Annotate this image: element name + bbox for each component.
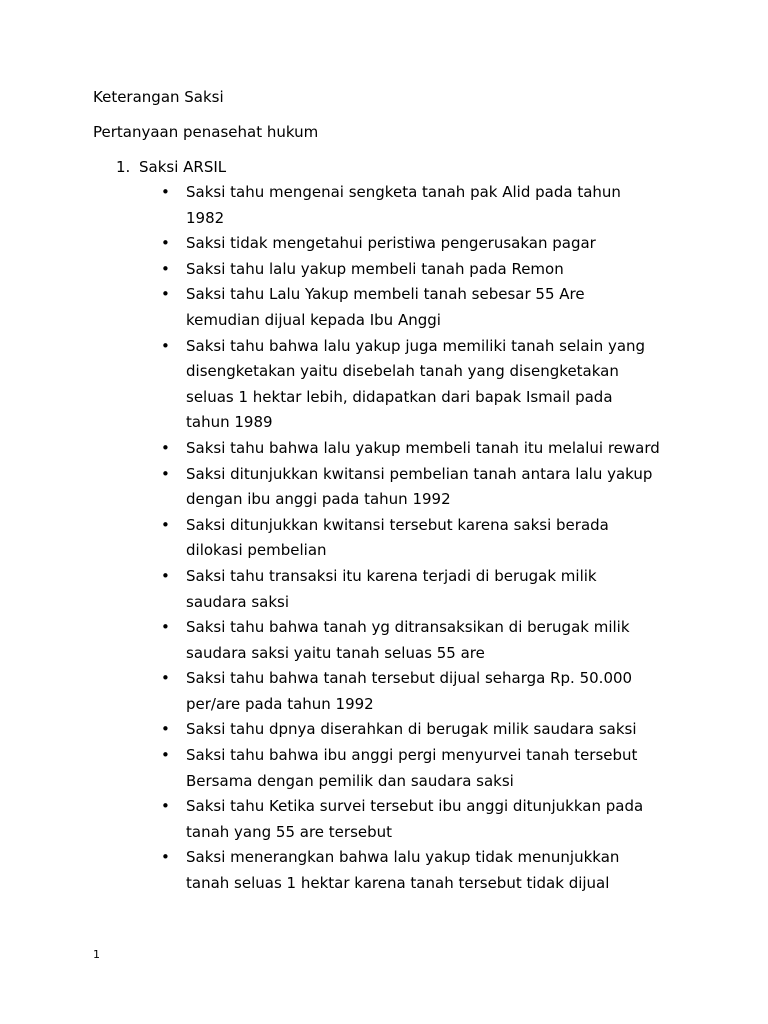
bullet-icon: • (161, 259, 170, 278)
bullet-text: Saksi tahu mengenai sengketa tanah pak Alid pada tahun 1982 (186, 183, 621, 227)
bullet-item (160, 666, 700, 717)
bullet-icon: • (161, 285, 170, 304)
page-number: 1 (93, 948, 100, 961)
bullet-list (160, 180, 700, 897)
bullet-icon: • (161, 515, 170, 534)
list-number: 1. (116, 158, 131, 176)
bullet-text: Saksi tidak mengetahui peristiwa pengerusakan pagar (186, 234, 596, 253)
bullet-text: Saksi tahu dpnya diserahkan di berugak milik saudara saksi (186, 720, 637, 739)
bullet-text: Saksi tahu bahwa tanah tersebut dijual seharga Rp. 50.000 per/are pada tahun 1992 (186, 669, 633, 713)
bullet-item (160, 334, 700, 436)
bullet-text: Saksi tahu transaksi itu karena terjadi di berugak milik saudara saksi (186, 566, 597, 611)
bullet-text: Saksi tahu Ketika survei tersebut ibu anggi ditunjukkan pada tanah yang 55 are tersebut (186, 797, 644, 841)
section-heading: Pertanyaan penasehat hukum (93, 123, 319, 141)
bullet-text: Saksi tahu lalu yakup membeli tanah pada Remon (186, 259, 564, 278)
bullet-text: Saksi tahu Lalu Yakup membeli tanah sebesar 55 Are kemudian dijual kepada Ibu Anggi (186, 285, 585, 329)
bullet-text: Saksi menerangkan bahwa lalu yakup tidak menunjukkan tanah seluas 1 hektar karena tanah tersebut tidak dijual (186, 848, 620, 893)
bullet-item (160, 743, 700, 794)
bullet-icon: • (161, 438, 170, 457)
bullet-icon: • (161, 848, 170, 867)
numbered-list-item (116, 157, 226, 177)
bullet-item (160, 436, 700, 462)
document-title: Keterangan Saksi (93, 88, 224, 106)
bullet-icon: • (161, 336, 170, 355)
bullet-item (160, 794, 700, 845)
bullet-item (160, 615, 700, 666)
list-item-label: Saksi ARSIL (139, 158, 227, 176)
bullet-text: Saksi tahu bahwa ibu anggi pergi menyurvei tanah tersebut Bersama dengan pemilik dan saudara saksi (186, 746, 638, 790)
bullet-item (160, 513, 700, 564)
bullet-item (160, 717, 700, 743)
bullet-item (160, 462, 700, 513)
bullet-icon: • (161, 746, 170, 765)
bullet-icon: • (161, 464, 170, 483)
bullet-text: Saksi tahu bahwa tanah yg ditransaksikan di berugak milik saudara saksi yaitu tanah seluas 55 are (186, 618, 630, 662)
bullet-item (160, 564, 700, 615)
bullet-icon: • (161, 234, 170, 253)
bullet-item (160, 180, 700, 231)
bullet-text: Saksi tahu bahwa lalu yakup juga memiliki tanah selain yang disengketakan yaitu disebelah tanah yang disengketakan seluas 1 hektar lebih, didapatkan dari bapak Ismail pada tahun 1989 (186, 336, 646, 432)
bullet-icon: • (161, 669, 170, 688)
bullet-icon: • (161, 797, 170, 816)
bullet-item (160, 845, 700, 896)
bullet-item (160, 231, 700, 257)
bullet-text: Saksi ditunjukkan kwitansi pembelian tanah antara lalu yakup dengan ibu anggi pada tahun 1992 (186, 464, 653, 509)
bullet-item (160, 282, 700, 333)
bullet-icon: • (161, 183, 170, 201)
bullet-icon: • (161, 566, 170, 585)
bullet-item (160, 257, 700, 283)
bullet-text: Saksi tahu bahwa lalu yakup membeli tanah itu melalui reward (186, 438, 660, 457)
bullet-text: Saksi ditunjukkan kwitansi tersebut karena saksi berada dilokasi pembelian (186, 515, 609, 560)
bullet-icon: • (161, 720, 170, 739)
bullet-icon: • (161, 618, 170, 637)
